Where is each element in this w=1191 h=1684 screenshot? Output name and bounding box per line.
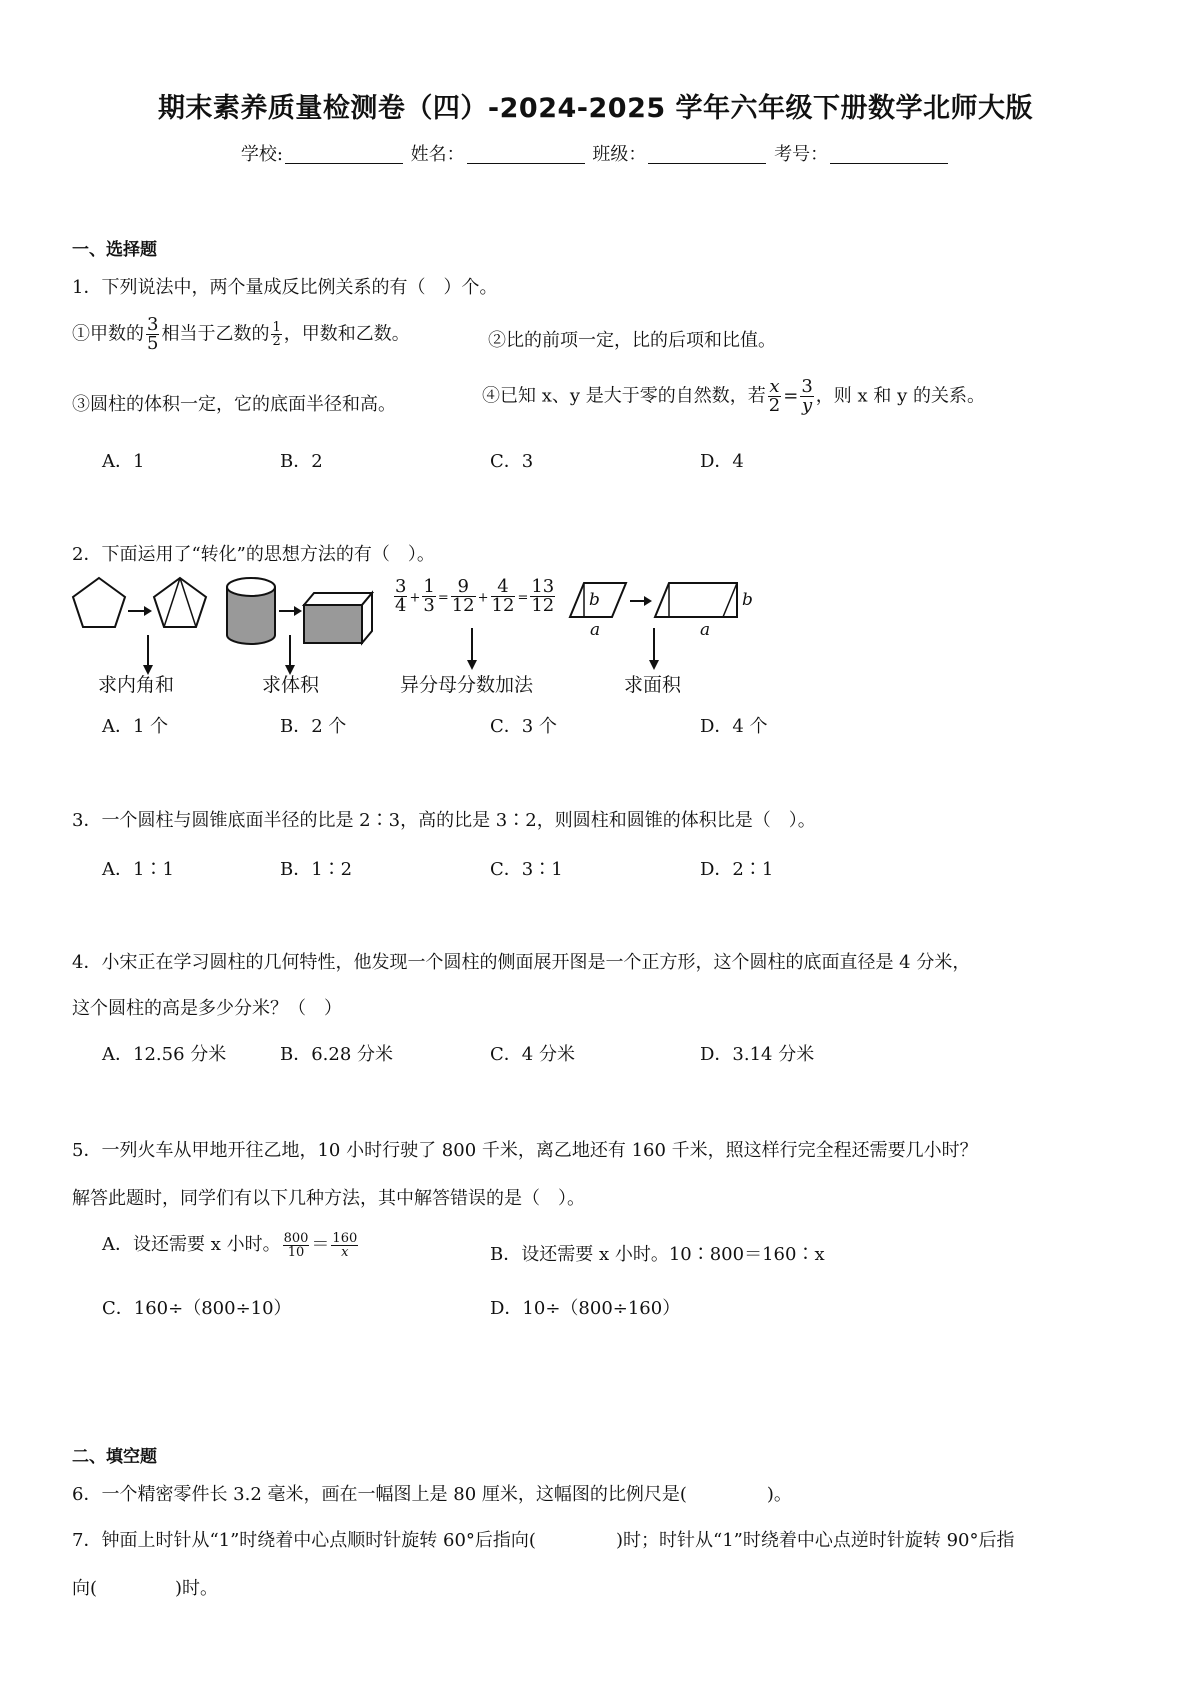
figure-label-fraction-addition: 异分母分数加法 <box>400 674 534 696</box>
student-info-line <box>0 140 1191 166</box>
cylinder-to-cuboid-icon <box>224 575 374 655</box>
q7-text-line2: 向( )时。 <box>72 1578 219 1599</box>
q3-option-d[interactable]: D．2∶1 <box>700 859 774 880</box>
q4-option-b[interactable]: B．6.28 分米 <box>280 1044 394 1065</box>
q4-option-d[interactable]: D．3.14 分米 <box>700 1044 815 1065</box>
q5-stem-line1: 5．一列火车从甲地开往乙地，10 小时行驶了 800 千米，离乙地还有 160 千米，照这样行完全程还需要几小时？ <box>72 1140 978 1161</box>
parallelogram-to-rectangle-icon <box>568 580 758 670</box>
section-title-fill-in: 二、填空题 <box>72 1447 157 1467</box>
school-blank[interactable] <box>285 145 403 164</box>
school-label: 学校: <box>240 144 283 165</box>
q4-stem-line2: 这个圆柱的高是多少分米？（ ） <box>72 998 342 1019</box>
q3-option-a[interactable]: A．1∶1 <box>102 859 174 880</box>
svg-text:b: b <box>589 590 600 610</box>
q1-stem: 1．下列说法中，两个量成反比例关系的有（ ）个。 <box>72 277 498 298</box>
q1-item1: ①甲数的 $\frac{3}{5}$ 相当于乙数的 $\frac{1}{2}$ ，甲数和乙数。 <box>72 314 410 354</box>
pentagon-to-triangles-icon <box>70 575 210 655</box>
q3-option-c[interactable]: C．3∶1 <box>490 859 563 880</box>
q1-option-c[interactable]: C．3 <box>490 451 534 472</box>
fraction-1-2: $\frac{1}{2}$ <box>272 320 281 349</box>
q1-item1-text: ①甲数的 <box>72 323 144 345</box>
q4-option-a[interactable]: A．12.56 分米 <box>102 1044 227 1065</box>
fraction-3-5: $\frac{3}{5}$ <box>147 314 159 354</box>
q4-stem-line1: 4．小宋正在学习圆柱的几何特性，他发现一个圆柱的侧面展开图是一个正方形，这个圆柱的底面直径是 4 分米， <box>72 952 971 973</box>
q3-option-b[interactable]: B．1∶2 <box>280 859 353 880</box>
class-label: 班级： <box>592 144 647 165</box>
q1-option-a[interactable]: A．1 <box>102 451 145 472</box>
q4-option-c[interactable]: C．4 分米 <box>490 1044 575 1065</box>
q2-option-c[interactable]: C．3 个 <box>490 716 557 737</box>
class-blank[interactable] <box>648 145 766 164</box>
figure-label-interior-angle-sum: 求内角和 <box>98 674 175 696</box>
fraction-addition-expression: $\frac{3}{4}$ + $\frac{1}{3}$ = $\frac{9}{12}$ + $\frac{4}{12}$ = $\frac{13}{12}$ <box>395 576 555 616</box>
fraction-x-2: $\frac{x}{2}$ <box>768 376 781 416</box>
svg-text:b: b <box>742 590 753 610</box>
name-blank[interactable] <box>467 145 585 164</box>
q1-option-d[interactable]: D．4 <box>700 451 744 472</box>
svg-text:a: a <box>700 620 711 640</box>
section-title-choice: 一、选择题 <box>72 240 157 260</box>
exam-number-label: 考号： <box>774 144 829 165</box>
down-arrow-icon <box>466 628 478 670</box>
figure-label-volume: 求体积 <box>262 674 320 696</box>
q2-option-b[interactable]: B．2 个 <box>280 716 347 737</box>
q5-option-b[interactable]: B．设还需要 x 小时。10∶800＝160∶x <box>490 1244 825 1265</box>
q2-stem: 2．下面运用了“转化”的思想方法的有（ ）。 <box>72 544 435 565</box>
q6-text: 6．一个精密零件长 3.2 毫米，画在一幅图上是 80 厘米，这幅图的比例尺是( )。 <box>72 1484 792 1505</box>
svg-text:a: a <box>590 620 601 640</box>
fraction-3-y: $\frac{3}{y}$ <box>801 376 813 416</box>
q5-option-a[interactable]: A．设还需要 x 小时。 $\frac{800}{10}$ ＝ $\frac{160}{x}$ <box>102 1230 358 1260</box>
fraction-800-10: $\frac{800}{10}$ <box>283 1230 309 1260</box>
q5-option-c[interactable]: C．160÷（800÷10） <box>102 1298 292 1319</box>
q1-option-b[interactable]: B．2 <box>280 451 323 472</box>
document-title: 期末素养质量检测卷（四）-2024-2025 学年六年级下册数学北师大版 <box>157 93 1034 124</box>
q2-option-d[interactable]: D．4 个 <box>700 716 768 737</box>
fraction-160-x: $\frac{160}{x}$ <box>332 1230 358 1260</box>
q1-item4: ④已知 x、y 是大于零的自然数，若 $\frac{x}{2}$ = $\frac{3}{y}$ ，则 x 和 y 的关系。 <box>482 376 985 416</box>
q7-text-line1: 7．钟面上时针从“1”时绕着中心点顺时针旋转 60°后指向( )时；时针从“1”时绕着中心点逆时针旋转 90°后指 <box>72 1530 1015 1551</box>
figure-label-area: 求面积 <box>624 674 682 696</box>
q5-option-d[interactable]: D．10÷（800÷160） <box>490 1298 681 1319</box>
q1-item2: ②比的前项一定，比的后项和比值。 <box>488 330 776 351</box>
name-label: 姓名： <box>410 144 465 165</box>
q3-stem: 3．一个圆柱与圆锥底面半径的比是 2∶3，高的比是 3∶2，则圆柱和圆锥的体积比是（ ）。 <box>72 810 816 831</box>
q1-item3: ③圆柱的体积一定，它的底面半径和高。 <box>72 394 396 415</box>
q5-stem-line2: 解答此题时，同学们有以下几种方法，其中解答错误的是（ ）。 <box>72 1188 585 1209</box>
q2-option-a[interactable]: A．1 个 <box>102 716 169 737</box>
exam-number-blank[interactable] <box>830 145 948 164</box>
